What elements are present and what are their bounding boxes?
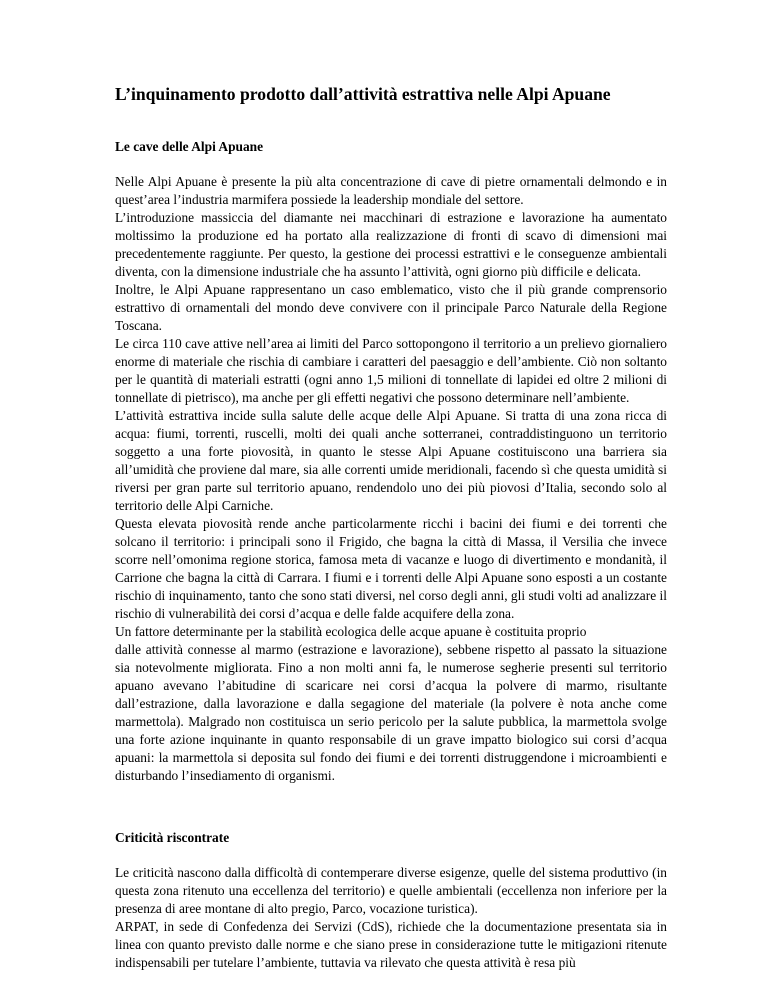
paragraph: L’introduzione massiccia del diamante nei macchinari di estrazione e lavorazione ha aumentato moltissimo la produzione ed ha portato alla realizzazione di fronti di scavo di dimensioni mai precedentemente raggiunte. Per questo, la gestione dei processi estrattivi e le conseguenze ambientali diventa, con la dimensione industriale che ha assunto l’attività, ogni giorno più difficile e delicata. — [115, 210, 667, 279]
section-heading-cave: Le cave delle Alpi Apuane — [115, 139, 264, 154]
paragraph: Le circa 110 cave attive nell’area ai limiti del Parco sottopongono il territorio a un prelievo giornaliero enorme di materiale che rischia di cambiare i caratteri del paesaggio e dell’ambiente. Ciò non soltanto per le quantità di materiali estratti (ogni anno 1,5 milioni di tonnellate di lapidei ed oltre 2 milioni di tonnellate di pietrisco), ma anche per gli effetti negativi che possono determinare nell’ambiente. — [115, 336, 667, 405]
paragraph: ARPAT, in sede di Confedenza dei Servizi (CdS), richiede che la documentazione presentata sia in linea con quanto previsto dalle norme e che siano prese in considerazione tutte le mitigazioni ritenute indispensabili per tutelare l’ambiente, tuttavia va rilevato che questa attività è resa più — [115, 919, 667, 970]
section-spacer — [115, 785, 667, 829]
paragraph: Inoltre, le Alpi Apuane rappresentano un caso emblematico, visto che il più grande comprensorio estrattivo di ornamentali del mondo deve convivere con il principale Parco Naturale della Regione Toscana. — [115, 282, 667, 333]
paragraph: L’attività estrattiva incide sulla salute delle acque delle Alpi Apuane. Si tratta di una zona ricca di acqua: fiumi, torrenti, ruscelli, molti dei quali anche sotterranei, contraddistinguono un territorio soggetto a una forte piovosità, in quanto le stesse Alpi Apuane costituiscono una barriera sia all’umidità che proviene dal mare, sia alle correnti umide meridionali, facendo sì che questa umidità si riversi per gran parte sul territorio apuano, rendendolo uno dei più piovosi d’Italia, secondo solo al territorio delle Alpi Carniche. — [115, 408, 667, 513]
paragraph: Le criticità nascono dalla difficoltà di contemperare diverse esigenze, quelle del sistema produttivo (in questa zona ritenuto una eccellenza del territorio) e quelle ambientali (eccellenza non inferiore per la presenza di aree montane di alto pregio, Parco, vocazione turistica). — [115, 865, 667, 916]
paragraph: Questa elevata piovosità rende anche particolarmente ricchi i bacini dei fiumi e dei torrenti che solcano il territorio: i principali sono il Frigido, che bagna la città di Massa, il Versilia che invece scorre nell’omonima regione storica, famosa meta di vacanze e luogo di divertimento e mondanità, il Carrione che bagna la città di Carrara. I fiumi e i torrenti delle Alpi Apuane sono esposti a un costante rischio di inquinamento, tanto che sono stati diversi, nel corso degli anni, gli studi volti ad analizzare il rischio di vulnerabilità dei corsi d’acqua e delle falde acquifere della zona. — [115, 516, 667, 621]
section-body-criticita — [115, 864, 667, 972]
section-body-cave — [115, 173, 667, 785]
paragraph: Nelle Alpi Apuane è presente la più alta concentrazione di cave di pietre ornamentali delmondo e in quest’area l’industria marmifera possiede la leadership mondiale del settore. — [115, 174, 667, 207]
document-title: L’inquinamento prodotto dall’attività estrattiva nelle Alpi Apuane — [115, 84, 611, 104]
section-heading-criticita: Criticità riscontrate — [115, 830, 230, 845]
paragraph: Un fattore determinante per la stabilità ecologica delle acque apuane è costituita proprio — [115, 624, 587, 639]
paragraph: dalle attività connesse al marmo (estrazione e lavorazione), sebbene rispetto al passato la situazione sia notevolmente migliorata. Fino a non molti anni fa, le numerose segherie presenti sul territorio apuano avevano l’abitudine di scaricare nei corsi d’acqua la polvere di marmo, risultante dall’estrazione, dalla lavorazione e dalla segagione del materiale (la polvere è nota anche come marmettola). Malgrado non costituisca un serio pericolo per la salute pubblica, la marmettola svolge una forte azione inquinante in quanto responsabile di un grave impatto biologico sui corsi d’acqua apuani: la marmettola si deposita sul fondo dei fiumi e dei torrenti distruggendone i microambienti e disturbando l’insediamento di organismi. — [115, 642, 667, 783]
